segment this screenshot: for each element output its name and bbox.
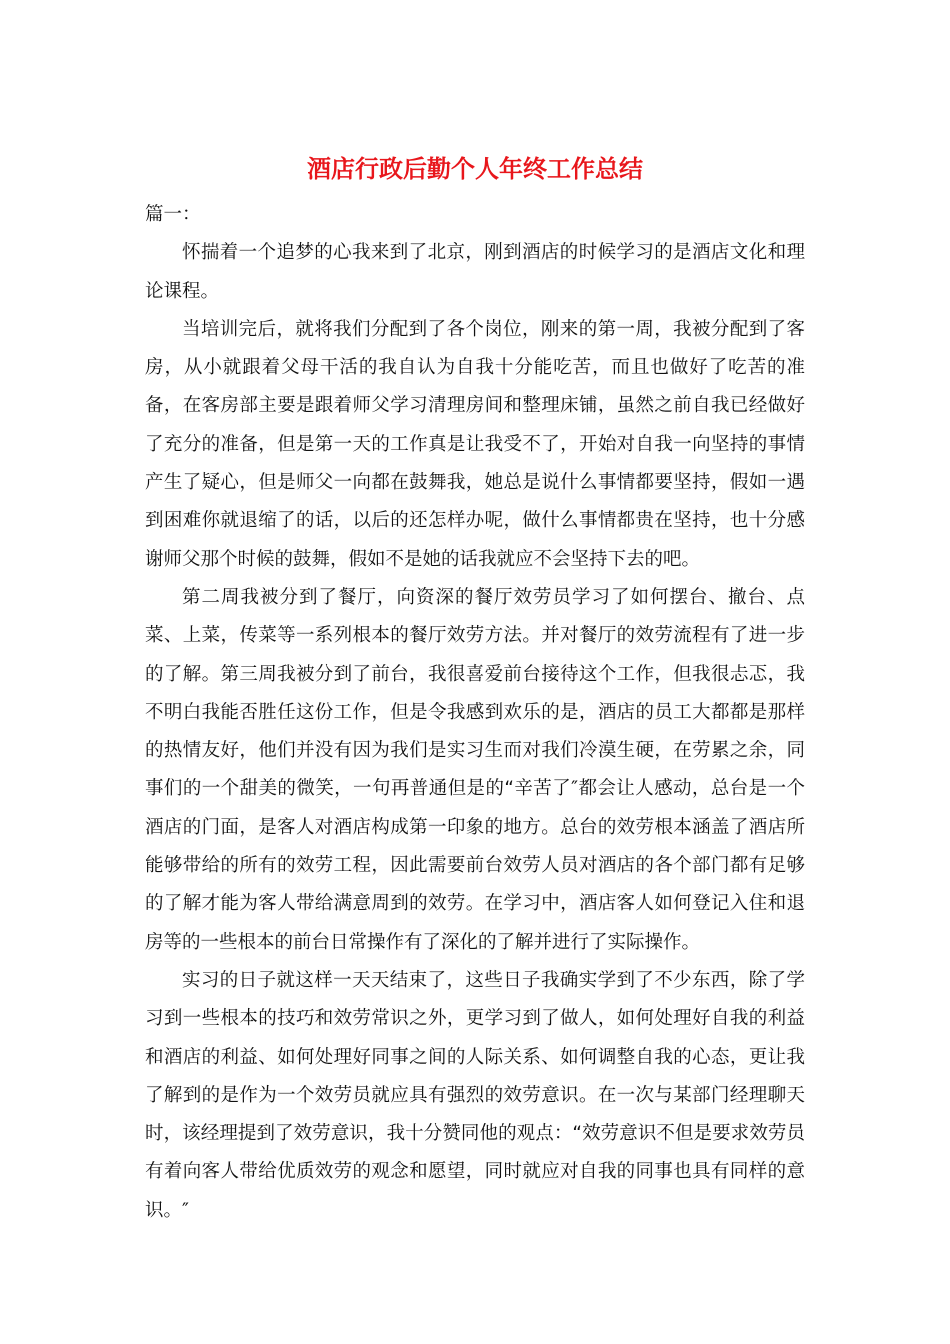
paragraph-2: 当培训完后，就将我们分配到了各个岗位，刚来的第一周，我被分配到了客房，从小就跟着父母干活的我自认为自我十分能吃苦，而且也做好了吃苦的准备，在客房部主要是跟着师父学习清理房间和整理床铺，虽然之前自我已经做好了充分的准备，但是第一天的工作真是让我受不了，开始对自我一向坚持的事情产生了疑心，但是师父一向都在鼓舞我，她总是说什么事情都要坚持，假如一遇到困难你就退缩了的话，以后的还怎样办呢，做什么事情都贵在坚持，也十分感谢师父那个时候的鼓舞，假如不是她的话我就应不会坚持下去的吧。 <box>145 318 805 570</box>
section-label: 篇一： <box>145 204 201 225</box>
document-body <box>145 196 805 1230</box>
paragraph-1: 怀揣着一个追梦的心我来到了北京，刚到酒店的时候学习的是酒店文化和理论课程。 <box>145 242 805 302</box>
document-title: 酒店行政后勤个人年终工作总结 <box>307 154 643 183</box>
paragraph-4: 实习的日子就这样一天天结束了，这些日子我确实学到了不少东西，除了学习到一些根本的技巧和效劳常识之外，更学习到了做人，如何处理好自我的利益和酒店的利益、如何处理好同事之间的人际关系、如何调整自我的心态，更让我了解到的是作为一个效劳员就应具有强烈的效劳意识。在一次与某部门经理聊天时，该经理提到了效劳意识，我十分赞同他的观点：“效劳意识不但是要求效劳员有着向客人带给优质效劳的观念和愿望，同时就应对自我的同事也具有同样的意识。″ <box>145 969 805 1221</box>
paragraph-3: 第二周我被分到了餐厅，向资深的餐厅效劳员学习了如何摆台、撤台、点菜、上菜，传菜等一系列根本的餐厅效劳方法。并对餐厅的效劳流程有了进一步的了解。第三周我被分到了前台，我很喜爱前台接待这个工作，但我很忐忑，我不明白我能否胜任这份工作，但是令我感到欢乐的是，酒店的员工大都都是那样的热情友好，他们并没有因为我们是实习生而对我们冷漠生硬，在劳累之余，同事们的一个甜美的微笑，一句再普通但是的“辛苦了″都会让人感动，总台是一个酒店的门面，是客人对酒店构成第一印象的地方。总台的效劳根本涵盖了酒店所能够带给的所有的效劳工程，因此需要前台效劳人员对酒店的各个部门都有足够的了解才能为客人带给满意周到的效劳。在学习中，酒店客人如何登记入住和退房等的一些根本的前台日常操作有了深化的了解并进行了实际操作。 <box>145 586 805 953</box>
